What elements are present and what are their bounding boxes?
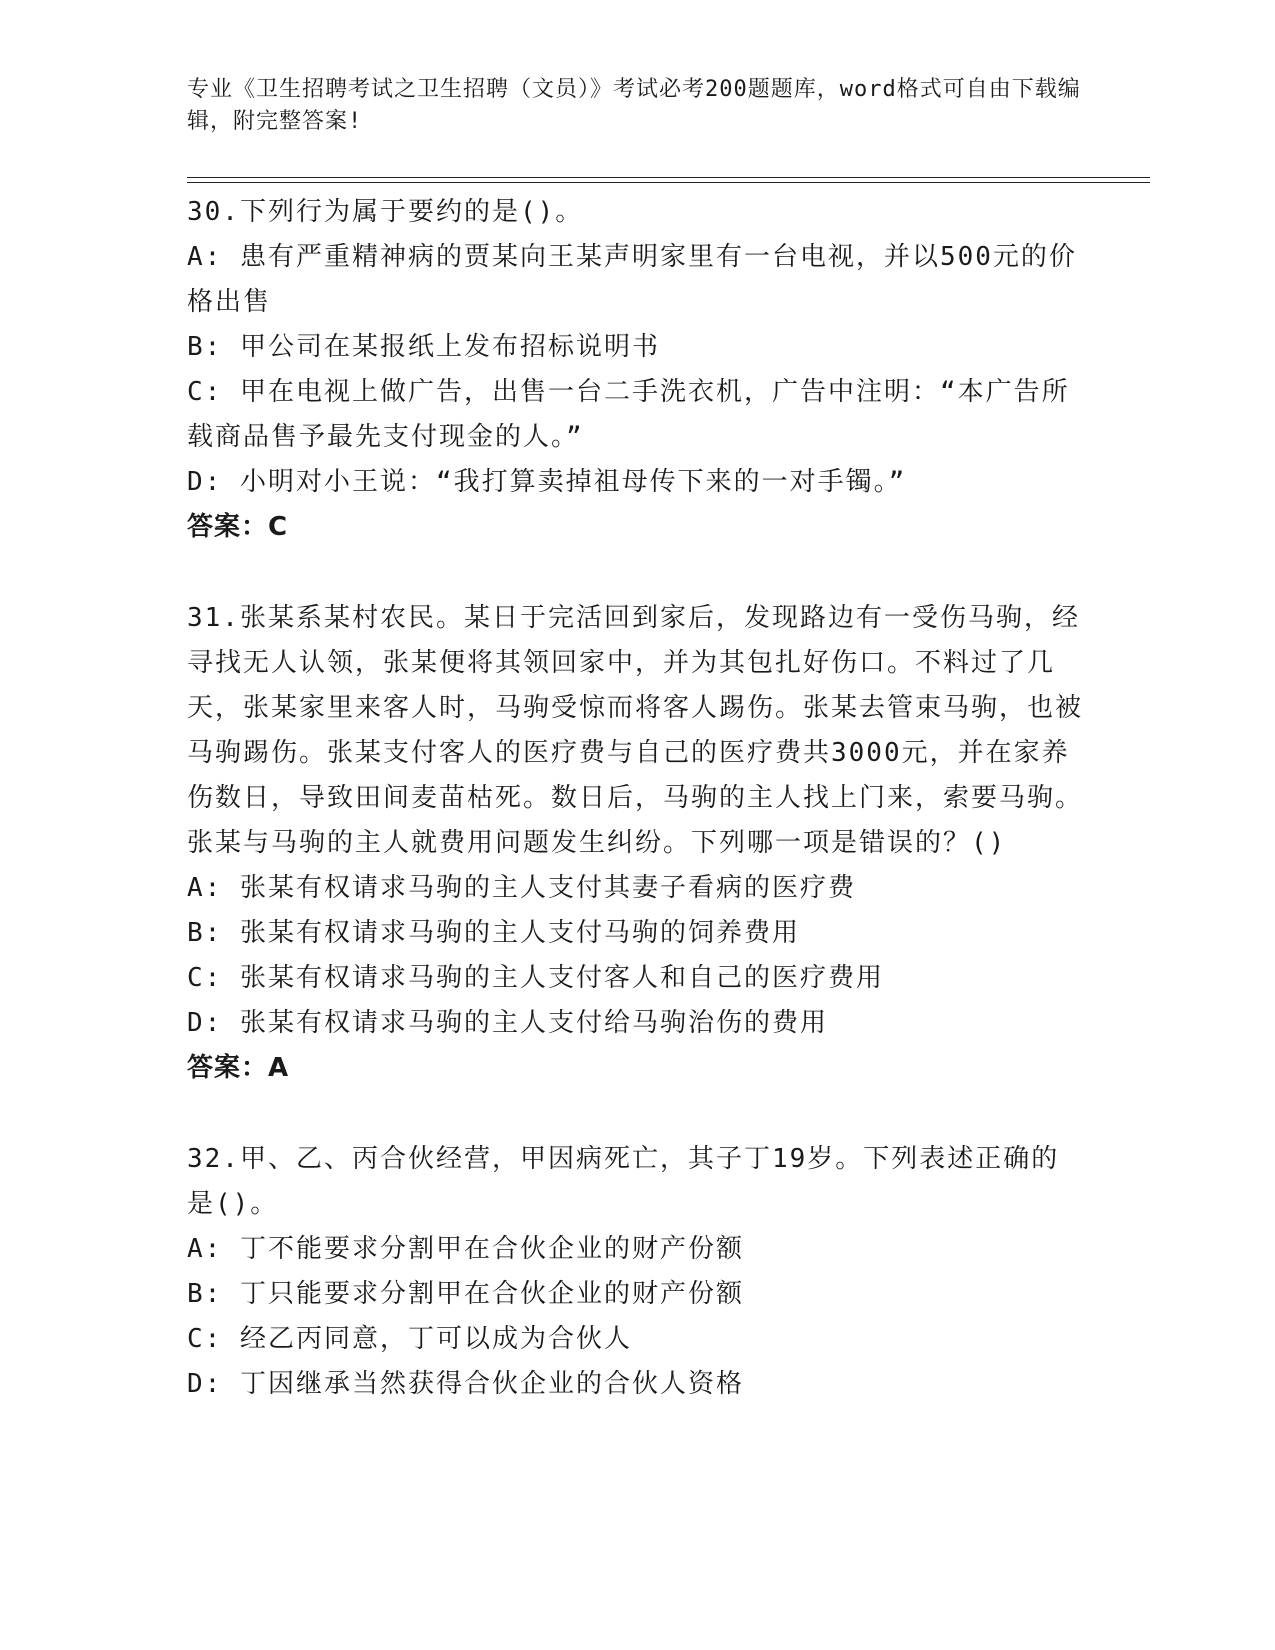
question-stem: 31.张某系某村农民。某日于完活回到家后，发现路边有一受伤马驹，经寻找无人认领，张某便将其领回家中，并为其包扎好伤口。不料过了几天，张某家里来客人时，马驹受惊而将客人踢伤。张某去管束马驹，也被马驹踢伤。张某支付客人的医疗费与自己的医疗费共3000元，并在家养伤数日，导致田间麦苗枯死。数日后，马驹的主人找上门来，索要马驹。张某与马驹的主人就费用问题发生纠纷。下列哪一项是错误的？() — [187, 603, 1084, 858]
question-30 — [187, 190, 1087, 550]
answer-label: 答案：C — [187, 512, 289, 542]
question-list — [187, 190, 1087, 1453]
question-stem: 32.甲、乙、丙合伙经营，甲因病死亡，其子丁19岁。下列表述正确的是()。 — [187, 1144, 1060, 1219]
option-d: D: 张某有权请求马驹的主人支付给马驹治伤的费用 — [187, 1008, 828, 1038]
option-c: C: 甲在电视上做广告，出售一台二手洗衣机，广告中注明：“本广告所载商品售予最先支付现金的人。” — [187, 377, 1070, 452]
question-32 — [187, 1137, 1087, 1407]
question-stem: 30.下列行为属于要约的是()。 — [187, 197, 584, 227]
option-d: D: 小明对小王说：“我打算卖掉祖母传下来的一对手镯。” — [187, 467, 907, 497]
option-c: C: 经乙丙同意，丁可以成为合伙人 — [187, 1324, 632, 1354]
option-a: A: 患有严重精神病的贾某向王某声明家里有一台电视，并以500元的价格出售 — [187, 242, 1077, 317]
header-divider-bottom — [187, 182, 1150, 183]
option-b: B: 张某有权请求马驹的主人支付马驹的饲养费用 — [187, 918, 800, 948]
document-header: 专业《卫生招聘考试之卫生招聘（文员）》考试必考200题题库，word格式可自由下载编辑，附完整答案! — [187, 77, 1081, 134]
question-31 — [187, 596, 1087, 1091]
answer-label: 答案：A — [187, 1053, 290, 1083]
header-divider-top — [187, 177, 1150, 178]
option-a: A: 张某有权请求马驹的主人支付其妻子看病的医疗费 — [187, 873, 856, 903]
option-b: B: 丁只能要求分割甲在合伙企业的财产份额 — [187, 1279, 744, 1309]
option-b: B: 甲公司在某报纸上发布招标说明书 — [187, 332, 660, 362]
option-a: A: 丁不能要求分割甲在合伙企业的财产份额 — [187, 1234, 744, 1264]
option-d: D: 丁因继承当然获得合伙企业的合伙人资格 — [187, 1369, 744, 1399]
option-c: C: 张某有权请求马驹的主人支付客人和自己的医疗费用 — [187, 963, 884, 993]
